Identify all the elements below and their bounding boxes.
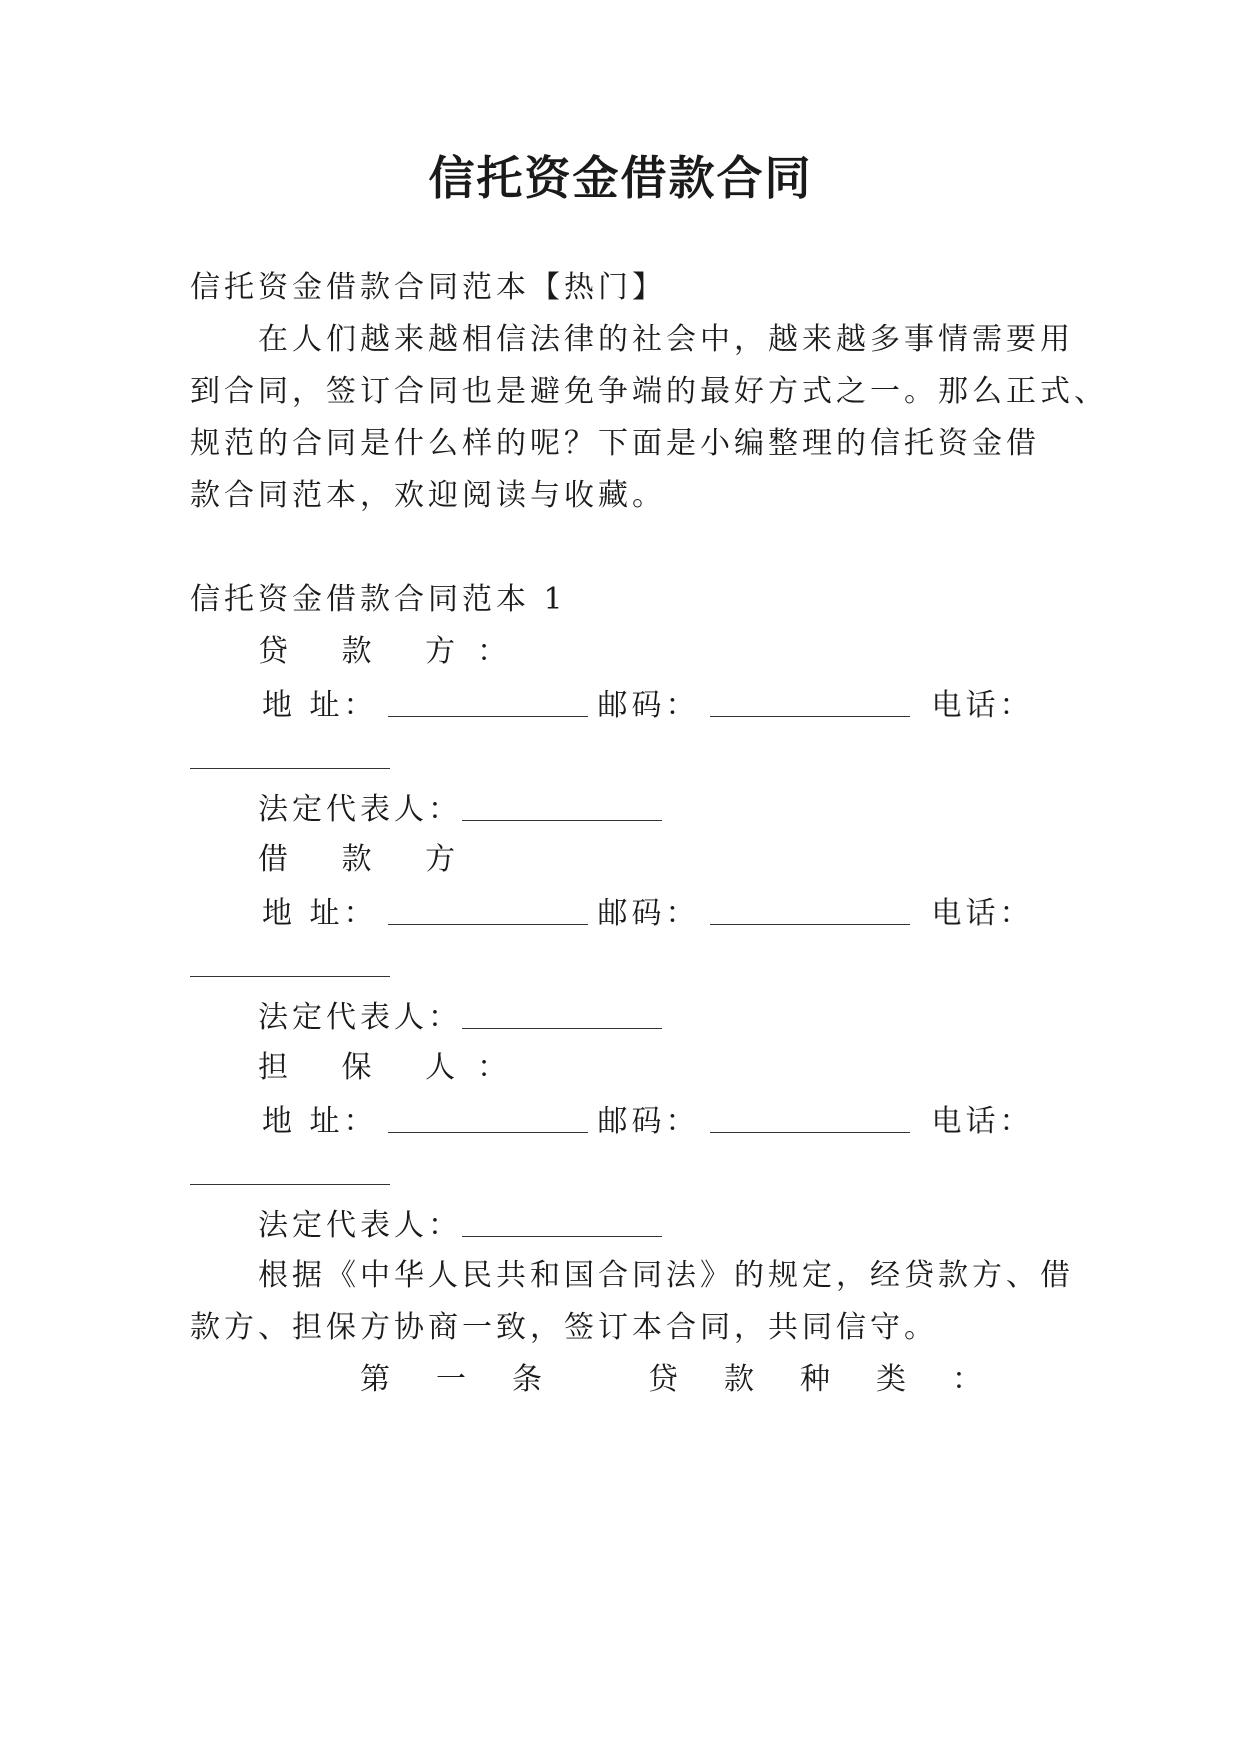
lender-rep-row [258, 788, 672, 830]
rep-blank [462, 998, 662, 1029]
phone-blank-row [190, 944, 390, 986]
address-label: 地 址： [262, 1104, 378, 1139]
article-char: 贷 [648, 1362, 678, 1397]
guarantor-rep-row [258, 1204, 672, 1246]
borrower-role: 借 款 方 [258, 842, 478, 877]
rep-blank [462, 790, 662, 821]
intro-line-4: 款合同范本，欢迎阅读与收藏。 [190, 478, 666, 513]
document-title: 信托资金借款合同 [428, 151, 813, 205]
phone-blank-row [190, 1152, 390, 1194]
article-char: 款 [724, 1362, 754, 1397]
phone-blank-row [190, 736, 390, 778]
guarantor-role: 担 保 人： [258, 1050, 530, 1085]
basis-line-2: 款方、担保方协商一致，签订本合同，共同信守。 [190, 1310, 938, 1345]
subtitle: 信托资金借款合同范本【热门】 [190, 270, 666, 305]
rep-blank [462, 1206, 662, 1237]
postcode-label: 邮码： [597, 896, 700, 931]
phone-label: 电话： [931, 896, 1034, 931]
phone-label: 电话： [931, 688, 1034, 723]
borrower-contact-row [262, 892, 1034, 934]
address-label: 地 址： [262, 688, 378, 723]
article-char: 一 [436, 1362, 466, 1397]
postcode-label: 邮码： [597, 688, 700, 723]
article-char: 条 [512, 1362, 542, 1397]
address-blank [388, 894, 588, 925]
postcode-blank [710, 686, 910, 717]
postcode-label: 邮码： [597, 1104, 700, 1139]
intro-line-3: 规范的合同是什么样的呢？下面是小编整理的信托资金借 [190, 426, 1040, 461]
phone-blank [190, 946, 390, 977]
address-blank [388, 1102, 588, 1133]
article-char: ： [952, 1362, 982, 1397]
section-title: 信托资金借款合同范本 1 [190, 582, 567, 617]
phone-blank [190, 1154, 390, 1185]
lender-role: 贷 款 方： [258, 634, 530, 669]
phone-blank [190, 738, 390, 769]
article-char: 类 [876, 1362, 906, 1397]
address-label: 地 址： [262, 896, 378, 931]
address-blank [388, 686, 588, 717]
postcode-blank [710, 894, 910, 925]
rep-label: 法定代表人： [258, 1208, 462, 1243]
basis-line-1: 根据《中华人民共和国合同法》的规定，经贷款方、借 [258, 1258, 1074, 1293]
postcode-blank [710, 1102, 910, 1133]
guarantor-contact-row [262, 1100, 1034, 1142]
phone-label: 电话： [931, 1104, 1034, 1139]
lender-contact-row [262, 684, 1034, 726]
rep-label: 法定代表人： [258, 1000, 462, 1035]
rep-label: 法定代表人： [258, 792, 462, 827]
intro-line-2: 到合同，签订合同也是避免争端的最好方式之一。那么正式、 [190, 374, 1108, 409]
article-char: 第 [360, 1362, 390, 1397]
intro-line-1: 在人们越来越相信法律的社会中，越来越多事情需要用 [258, 322, 1074, 357]
article-char: 种 [800, 1362, 830, 1397]
borrower-rep-row [258, 996, 672, 1038]
